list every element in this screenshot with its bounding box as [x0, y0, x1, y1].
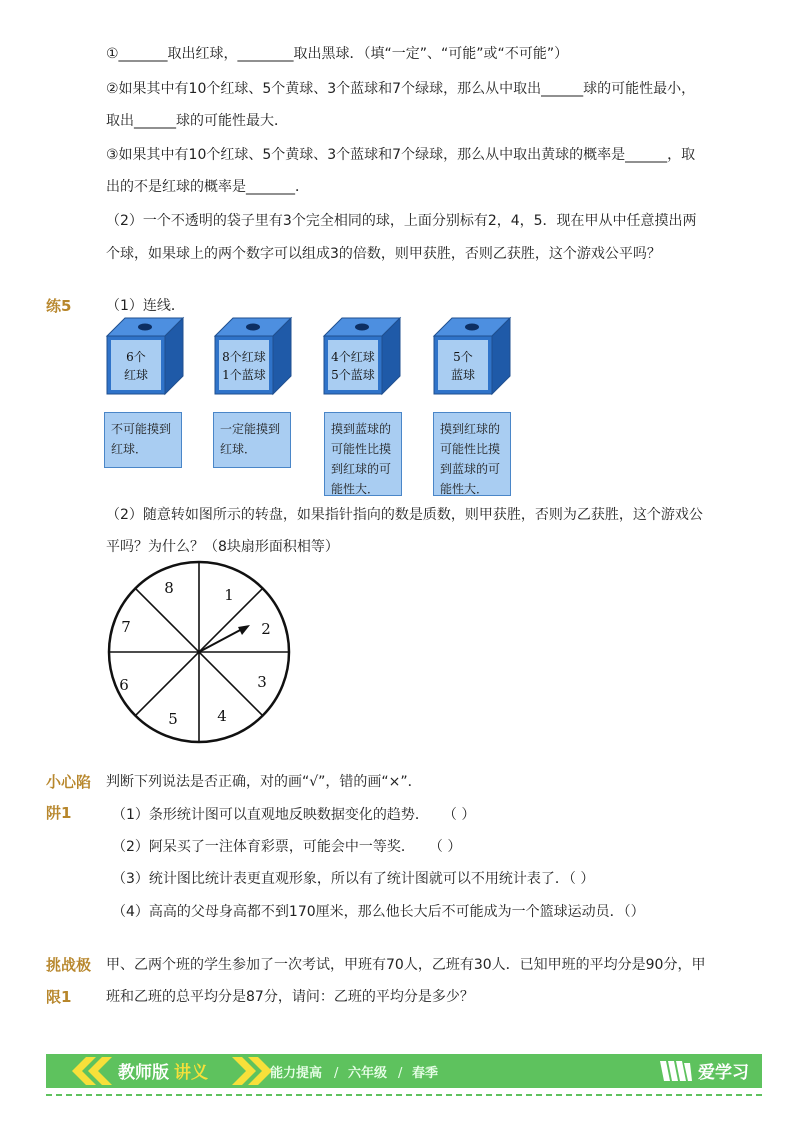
- footer-banner: [46, 1054, 762, 1088]
- spinner-number-6: 6: [119, 676, 129, 694]
- practice-5-tag: 练5: [46, 297, 72, 315]
- footer-sep-2: /: [398, 1066, 403, 1081]
- footer-edition-b: 讲义: [174, 1063, 208, 1083]
- cube-2: [215, 318, 291, 394]
- cube-row: [100, 316, 540, 400]
- practice-5-q2-line2: 平吗？为什么？（8块扇形面积相等）: [106, 539, 339, 555]
- practice-5-q1: （1）连线．: [106, 298, 185, 314]
- footer-dashed-rule: [46, 1094, 762, 1096]
- card-1: 不可能摸到 红球．: [104, 412, 182, 468]
- practice-5-q2-line1: （2）随意转如图所示的转盘，如果指针指向的数是质数，则甲获胜，否则为乙获胜，这个游戏公: [106, 507, 703, 523]
- challenge-tag-line2: 限1: [46, 988, 72, 1006]
- cube-3-line1: 4个红球: [331, 350, 375, 364]
- footer-edition-a: 教师版: [118, 1063, 169, 1083]
- trap-tag-line2: 阱1: [46, 804, 72, 822]
- trap-item-1: （1）条形统计图可以直观地反映数据变化的趋势． （ ）: [112, 807, 476, 823]
- footer-sep-1: /: [334, 1066, 339, 1081]
- blank-question-3b: 出的不是红球的概率是_______．: [106, 179, 309, 195]
- card-2: 一定能摸到 红球．: [213, 412, 291, 468]
- challenge-line1: 甲、乙两个班的学生参加了一次考试，甲班有70人，乙班有30人．已知甲班的平均分是90分，甲: [106, 957, 706, 973]
- spinner-number-8: 8: [164, 579, 174, 597]
- spinner-number-4: 4: [217, 707, 227, 725]
- cube-4-line1: 5个: [453, 350, 473, 364]
- cube-1-line1: 6个: [126, 350, 146, 364]
- cube-2-line1: 8个红球: [222, 350, 266, 364]
- spinner-number-3: 3: [257, 673, 267, 691]
- card-3: 摸到蓝球的 可能性比摸 到红球的可 能性大．: [324, 412, 402, 496]
- challenge-line2: 班和乙班的总平均分是87分，请问：乙班的平均分是多少？: [106, 989, 474, 1005]
- question-2-line1: （2）一个不透明的袋子里有3个完全相同的球，上面分别标有2，4，5．现在甲从中任意摸出两: [106, 213, 697, 229]
- cube-3-line2: 5个蓝球: [331, 368, 375, 382]
- cube-2-line2: 1个蓝球: [222, 368, 266, 382]
- footer-level: 能力提高: [270, 1066, 323, 1081]
- blank-question-1: ①_______取出红球，________取出黑球．（填“一定”、“可能”或“不可能”）: [106, 46, 569, 62]
- trap-intro: 判断下列说法是否正确，对的画“√”，错的画“×”．: [106, 774, 422, 790]
- footer-brand: 爱学习: [698, 1063, 749, 1083]
- trap-item-2: （2）阿呆买了一注体育彩票，可能会中一等奖． （ ）: [112, 839, 462, 855]
- spinner-number-2: 2: [261, 620, 271, 638]
- blank-question-3a: ③如果其中有10个红球、5个黄球、3个蓝球和7个绿球，那么从中取出黄球的概率是______，取: [106, 147, 696, 163]
- cube-1-line2: 红球: [123, 368, 149, 382]
- cube-4: [434, 318, 510, 394]
- cube-1: [107, 318, 183, 394]
- cube-4-line2: 蓝球: [450, 368, 476, 382]
- spinner-number-5: 5: [168, 710, 178, 728]
- footer-season: 春季: [412, 1066, 439, 1081]
- trap-item-4: （4）高高的父母身高都不到170厘米，那么他长大后不可能成为一个篮球运动员．（）: [112, 904, 645, 920]
- trap-item-3: （3）统计图比统计表更直观形象，所以有了统计图就可以不用统计表了．（ ）: [112, 871, 595, 887]
- cube-3: [324, 318, 400, 394]
- spinner-number-7: 7: [121, 618, 131, 636]
- question-2-line2: 个球，如果球上的两个数字可以组成3的倍数，则甲获胜，否则乙获胜，这个游戏公平吗？: [106, 246, 661, 262]
- spinner: [104, 560, 294, 750]
- blank-question-2a: ②如果其中有10个红球、5个黄球、3个蓝球和7个绿球，那么从中取出______球的可能性最小，: [106, 81, 696, 97]
- spinner-number-1: 1: [224, 586, 234, 604]
- trap-tag-line1: 小心陷: [46, 773, 92, 791]
- challenge-tag-line1: 挑战极: [46, 956, 92, 974]
- card-4: 摸到红球的 可能性比摸 到蓝球的可 能性大．: [433, 412, 511, 496]
- blank-question-2b: 取出______球的可能性最大．: [106, 113, 288, 129]
- footer-grade: 六年级: [348, 1066, 388, 1081]
